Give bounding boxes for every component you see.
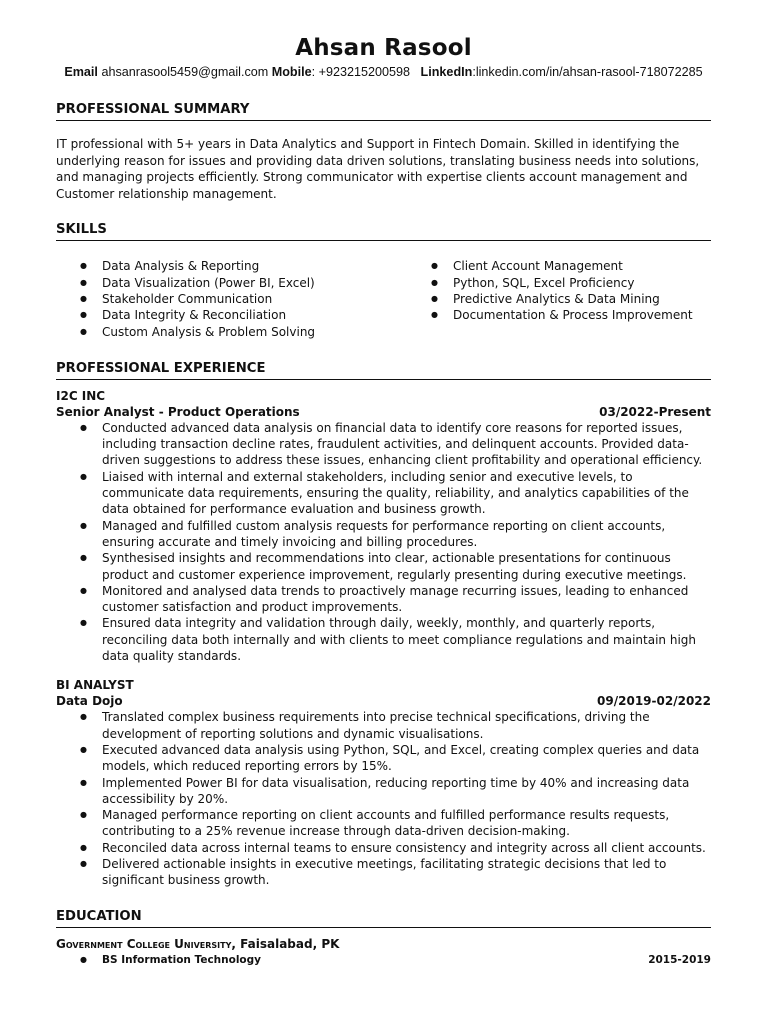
linkedin-value: :linkedin.com/in/ahsan-rasool-718072285 (472, 65, 703, 79)
summary-text: IT professional with 5+ years in Data Analytics and Support in Fintech Domain. Skilled in identifying the underlying reason for issues and providing data driven solutions, translating business needs into solutions, and managing projects efficiently. Strong communicator with expertise clients account management and Customer relationship management. (56, 137, 700, 201)
skills-left-column (56, 258, 407, 339)
job-entry (56, 388, 711, 664)
job-dates: 03/2022-Present (599, 404, 711, 419)
skill-item: ● Custom Analysis & Problem Solving (102, 324, 407, 340)
skill-item: ● Data Integrity & Reconciliation (102, 307, 407, 323)
job-role: Data Dojo (56, 694, 123, 709)
job-bullet: ● Implemented Power BI for data visualisation, reducing reporting time by 40% and increasing data accessibility by 20%. (102, 775, 711, 808)
resume-page (56, 34, 711, 968)
mobile-label: Mobile (271, 65, 312, 79)
job-bullet: ● Executed advanced data analysis using Python, SQL, and Excel, creating complex queries and data models, which reduced reporting errors by 15%. (102, 742, 711, 775)
education-school-line (56, 936, 711, 952)
skills-list (56, 258, 711, 339)
job-dates: 09/2019-02/2022 (597, 694, 711, 709)
job-bullet: ● Monitored and analysed data trends to proactively manage recurring issues, leading to enhanced customer satisfaction and product improvements. (102, 583, 711, 616)
job-company: BI ANALYST (56, 678, 134, 693)
education-school: Government College University (56, 936, 232, 951)
job-bullet: ● Synthesised insights and recommendations into clear, actionable presentations for continuous product and customer experience improvement, regularly presenting during executive meetings. (102, 550, 711, 583)
job-role-line (56, 693, 711, 709)
skill-item: ● Stakeholder Communication (102, 291, 407, 307)
education-degree-line (56, 952, 711, 968)
job-role: Senior Analyst - Product Operations (56, 404, 300, 419)
job-bullet: ● Translated complex business requirements into precise technical specifications, driving the development of reporting solutions and dynamic visualisations. (102, 709, 711, 742)
skill-item: ● Data Analysis & Reporting (102, 258, 407, 274)
candidate-name: Ahsan Rasool (295, 35, 472, 61)
job-bullet: ● Delivered actionable insights in executive meetings, facilitating strategic decisions that led to significant business growth. (102, 856, 711, 889)
skills-right-column (407, 258, 693, 339)
linkedin-label: LinkedIn (420, 65, 473, 79)
job-bullet: ● Conducted advanced data analysis on financial data to identify core reasons for reported issues, including transaction decline rates, fraudulent activities, and delinquent accounts. Provided data-driven suggestions to address these issues, enhancing client profitability and operational efficiency. (102, 420, 711, 469)
contact-line (56, 64, 711, 80)
job-bullet: ● Managed performance reporting on client accounts and fulfilled performance results requests, contributing to a 25% revenue increase through data-driven decision-making. (102, 807, 711, 840)
job-bullets (56, 709, 711, 888)
skill-item: ● Client Account Management (453, 258, 693, 274)
education-location: , Faisalabad, PK (231, 936, 340, 951)
job-bullet: ● Managed and fulfilled custom analysis requests for performance reporting on client accounts, ensuring accurate and timely invoicing and billing procedures. (102, 518, 711, 551)
email-value: ahsanrasool5459@gmail.com (101, 65, 269, 79)
job-bullet: ● Liaised with internal and external stakeholders, including senior and executive levels, to communicate data requirements, ensuring the quality, reliability, and analytics capabilities of the data obtained for performance evaluation and business growth. (102, 469, 711, 518)
skill-item: ● Python, SQL, Excel Proficiency (453, 275, 693, 291)
job-role-line (56, 404, 711, 420)
job-bullet: ● Reconciled data across internal teams to ensure consistency and integrity across all client accounts. (102, 840, 711, 856)
job-company: I2C INC (56, 388, 106, 403)
experience-title: PROFESSIONAL EXPERIENCE (56, 360, 711, 380)
education-dates: 2015-2019 (648, 953, 711, 966)
job-entry (56, 677, 711, 888)
skill-item: ● Predictive Analytics & Data Mining (453, 291, 693, 307)
skills-title: SKILLS (56, 221, 711, 241)
education-degree: ● BS Information Technology (102, 953, 262, 966)
job-bullets (56, 420, 711, 664)
job-bullet: ● Ensured data integrity and validation through daily, weekly, monthly, and quarterly reports, reconciling data both internally and with clients to meet compliance regulations and maintain high data quality standards. (102, 615, 711, 664)
skill-item: ● Documentation & Process Improvement (453, 307, 693, 323)
summary-title: PROFESSIONAL SUMMARY (56, 101, 711, 121)
mobile-value: : +923215200598 (311, 65, 411, 79)
email-label: Email (64, 65, 98, 79)
education-title: EDUCATION (56, 908, 711, 928)
skill-item: ● Data Visualization (Power BI, Excel) (102, 275, 407, 291)
